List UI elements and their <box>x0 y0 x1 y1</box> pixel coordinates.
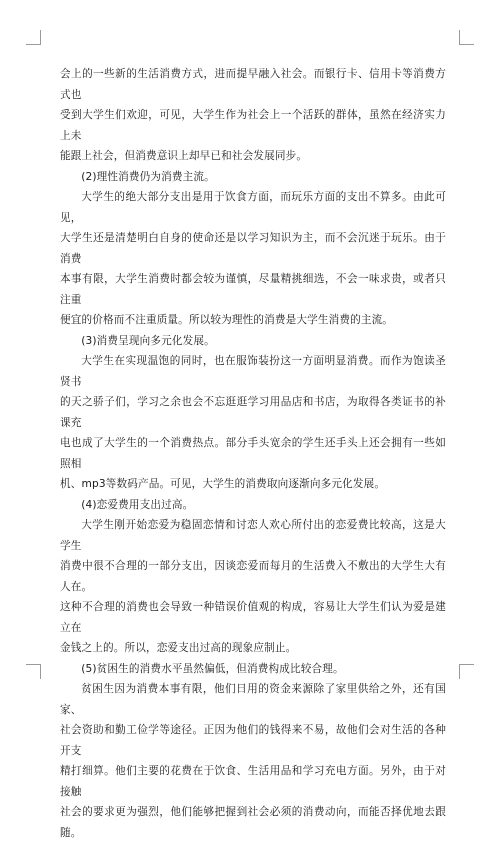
text-line: 本事有限，大学生消费时都会较为谨慎，尽量精挑细选，不会一味求贵，或者只注重 <box>60 273 446 306</box>
text-line: 大学生还是清楚明白自身的使命还是以学习知识为主，而不会沉迷于玩乐。由于消费 <box>60 232 446 265</box>
text-line: 电也成了大学生的一个消费热点。部分手头宽余的学生还手头上还会拥有一些如照相 <box>60 437 446 470</box>
text-line: 社会资助和勤工俭学等途径。正因为他们的钱得来不易，故他们会对生活的各种开支 <box>60 724 446 757</box>
section-heading <box>60 167 446 188</box>
text-line: (4)恋爱费用支出过高。 <box>81 498 194 511</box>
text-line: 大学生的绝大部分支出是用于饮食方面，而玩乐方面的支出不算多。由此可见， <box>60 191 446 224</box>
body-paragraph <box>60 187 446 331</box>
text-line: 金钱之上的。所以，恋爱支出过高的现象应制止。 <box>60 642 297 654</box>
text-line: 会上的一些新的生活消费方式，进而提早融入社会。而银行卡、信用卡等消费方式也 <box>60 68 446 101</box>
section-heading <box>60 331 446 352</box>
text-line: 大学生在实现温饱的同时，也在服饰装扮这一方面明显消费。而作为饱读圣贤书 <box>60 355 446 388</box>
crop-mark-top-right <box>459 30 474 45</box>
document-body <box>60 64 446 843</box>
section-heading <box>60 659 446 680</box>
text-line: 这种不合理的消费也会导致一种错误价值观的构成，容易让大学生们认为爱是建立在 <box>60 601 446 634</box>
text-line: 机、mp3等数码产品。可见，大学生的消费取向逐渐向多元化发展。 <box>60 478 386 490</box>
body-paragraph <box>60 515 446 659</box>
text-line: 贫困生因为消费本事有限，他们日用的资金来源除了家里供给之外，还有国家、 <box>60 683 446 716</box>
text-line: 精打细算。他们主要的花费在于饮食、生活用品和学习充电方面。另外，由于对接触 <box>60 765 446 798</box>
crop-mark-bottom-left <box>26 664 41 679</box>
text-line: 能跟上社会，但消费意识上却早已和社会发展同步。 <box>60 150 308 162</box>
text-line: (3)消费呈现向多元化发展。 <box>81 334 215 347</box>
text-line: 的天之骄子们，学习之余也会不忘逛逛学习用品店和书店，为取得各类证书的补课充 <box>60 396 446 429</box>
body-paragraph <box>60 64 446 167</box>
text-line: (5)贫困生的消费水平虽然偏低，但消费构成比较合理。 <box>81 662 344 675</box>
body-paragraph <box>60 679 446 843</box>
text-line: 受到大学生们欢迎，可见，大学生作为社会上一个活跃的群体，虽然在经济实力上未 <box>60 109 446 142</box>
text-line: (2)理性消费仍为消费主流。 <box>81 170 215 183</box>
text-line: 大学生刚开始恋爱为稳固恋情和讨恋人欢心所付出的恋爱费比较高，这是大学生 <box>60 519 446 552</box>
crop-mark-bottom-right <box>459 664 474 679</box>
crop-mark-top-left <box>26 30 41 45</box>
text-line: 社会的要求更为强烈，他们能够把握到社会必须的消费动向，而能否择优地去跟随。 <box>60 806 446 839</box>
text-line: 便宜的价格而不注重质量。所以较为理性的消费是大学生消费的主流。 <box>60 314 394 326</box>
section-heading <box>60 495 446 516</box>
text-line: 消费中很不合理的一部分支出，因谈恋爱而每月的生活费入不敷出的大学生大有人在。 <box>60 560 446 593</box>
body-paragraph <box>60 351 446 495</box>
